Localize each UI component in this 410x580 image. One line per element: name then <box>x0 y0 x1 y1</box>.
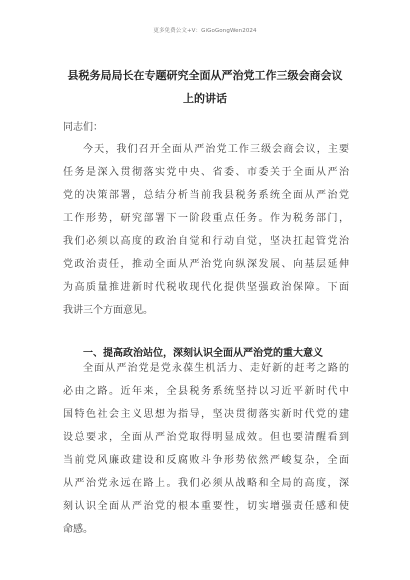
watermark-header: 更多免费公文+V：GiGoGongWen2024 <box>153 28 257 34</box>
paragraph-2-line: 全面从严治党是党永葆生机活力、走好新的赶考之路的 <box>83 363 349 374</box>
paragraph-1-line: 任务是深入贯彻落实党中央、省委、市委关于全面从严治 <box>63 167 349 178</box>
paragraph-2-line: 国特色社会主义思想为指导，坚决贯彻落实新时代党的建 <box>63 409 349 420</box>
paragraph-1-line: 党政治责任，推动全面从严治党向纵深发展、向基层延伸 <box>63 259 349 270</box>
paragraph-1-line: 党的决策部署，总结分析当前我县税务系统全面从严治党 <box>63 190 349 201</box>
paragraph-1-line: 我们必须以高度的政治自觉和行动自觉，坚决扛起管党治 <box>63 236 349 247</box>
paragraph-2-line: 当前党风廉政建设和反腐败斗争形势依然严峻复杂，全面 <box>63 455 349 466</box>
paragraph-1-line: 今天，我们召开全面从严治党工作三级会商会议，主要 <box>83 144 349 155</box>
paragraph-1-line: 我讲三个方面意见。 <box>63 305 153 316</box>
paragraph-1-line: 工作形势，研究部署下一阶段重点任务。作为税务部门， <box>63 213 349 224</box>
paragraph-2-line: 刻认识全面从严治党的根本重要性，切实增强责任感和使 <box>63 501 349 512</box>
salutation: 同志们： <box>63 122 103 133</box>
paragraph-2-line: 设总要求，全面从严治党取得明显成效。但也要清醒看到 <box>63 432 349 443</box>
paragraph-2-line: 命感。 <box>63 524 93 535</box>
document-title-line-1: 县税务局局长在专题研究全面从严治党工作三级会商会议 <box>67 69 343 82</box>
paragraph-1-line: 为高质量推进新时代税收现代化提供坚强政治保障。下面 <box>63 282 349 293</box>
document-title-line-2: 上的讲话 <box>183 92 227 105</box>
paragraph-2-line: 必由之路。近年来，全县税务系统坚持以习近平新时代中 <box>63 386 349 397</box>
section-heading-1: 一、提高政治站位，深刻认识全面从严治党的重大意义 <box>83 348 323 359</box>
paragraph-2-line: 从严治党永远在路上。我们必须从战略和全局的高度，深 <box>63 478 349 489</box>
